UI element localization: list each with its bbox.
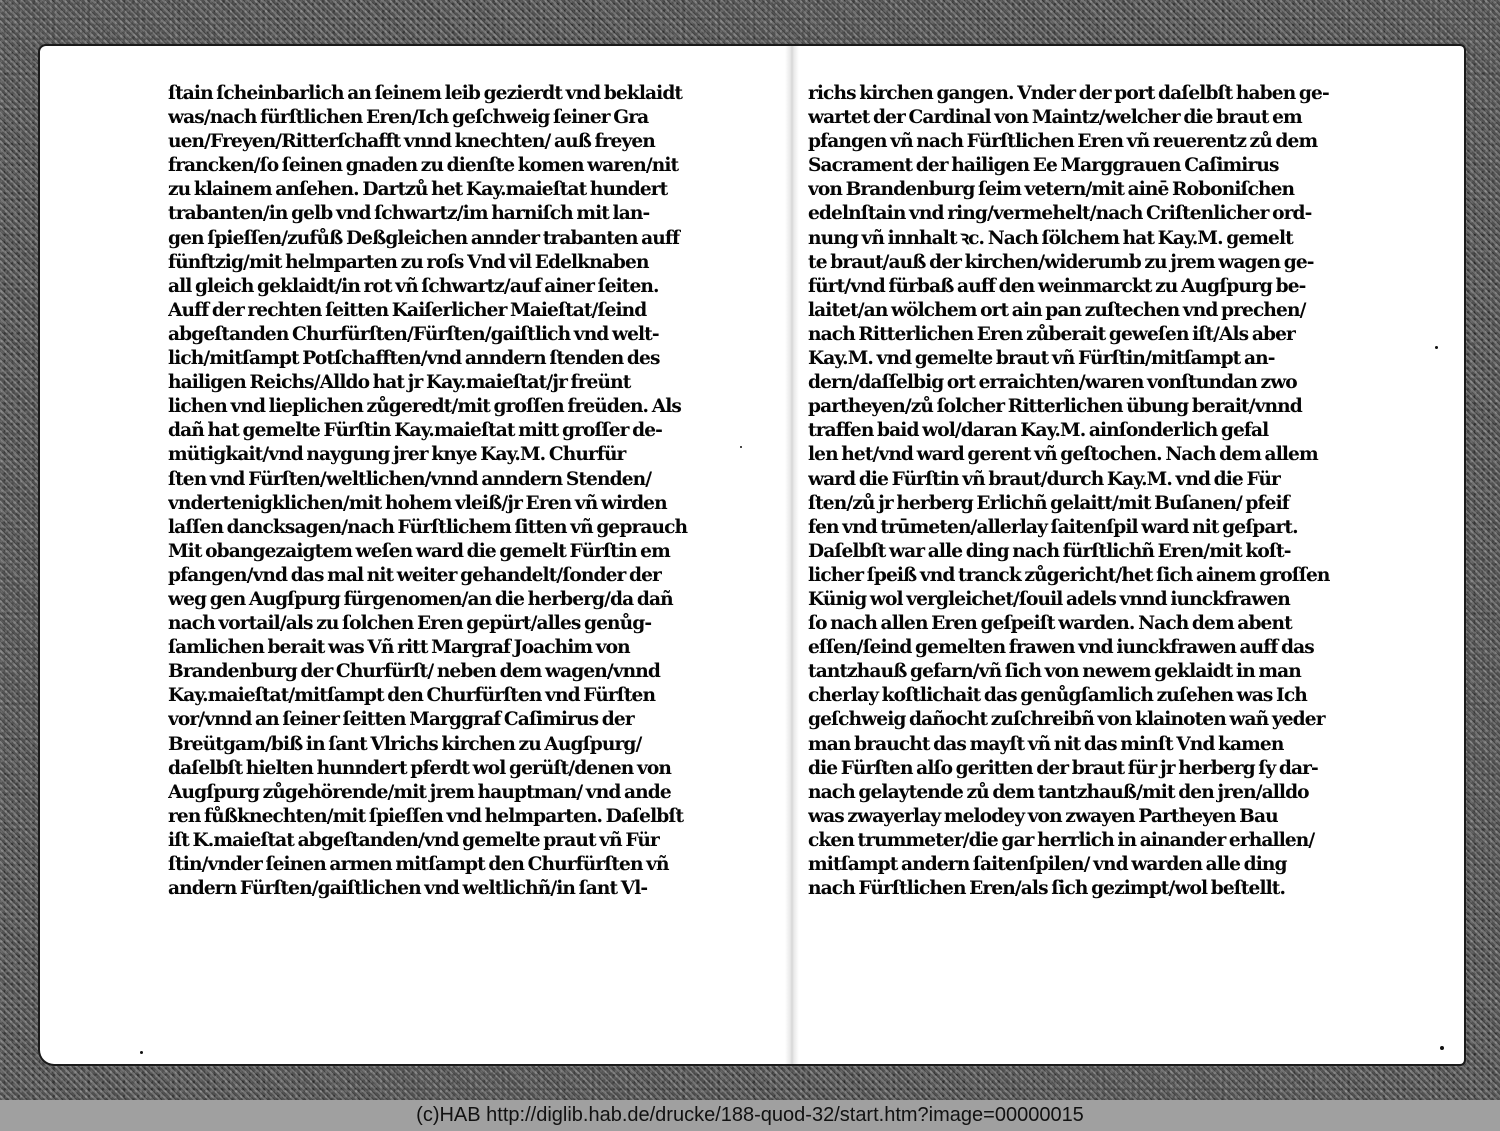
text-line: te braut/auß der kirchen/widerumb zu jrem wagen ge- bbox=[808, 251, 1314, 273]
text-line: von Brandenburg ſeim vetern/mit ainē Roboniſchen bbox=[808, 179, 1295, 201]
right-page-text bbox=[808, 82, 1338, 901]
text-line: traffen baid wol/daran Kay.M. ainſonderlich gefal bbox=[808, 420, 1269, 442]
text-line: cken trummeter/die gar herrlich in ainander erhallen/ bbox=[808, 829, 1315, 851]
text-line: pfangen/vnd das mal nit weiter gehandelt/ſonder der bbox=[168, 564, 661, 586]
text-line: nach vortail/als zu ſolchen Eren gepürt/alles genůg- bbox=[168, 613, 652, 635]
text-line: nung vñ innhalt ꝛc. Nach ſölchem hat Kay.M. gemelt bbox=[808, 227, 1293, 249]
text-line: Kay.maieſtat/mitſampt den Churfürſten vnd Fürſten bbox=[168, 685, 656, 707]
text-line: iſt K.maieſtat abgeſtanden/vnd gemelte praut vñ Für bbox=[168, 829, 659, 851]
text-line: ſamlichen berait was Vñ ritt Margraf Joachim von bbox=[168, 637, 630, 659]
text-line: fen vnd trūmeten/allerlay ſaitenſpil ward nit geſpart. bbox=[808, 516, 1298, 538]
text-line: fürt/vnd fürbaß auff den weinmarckt zu Augſpurg be- bbox=[808, 275, 1306, 297]
text-line: Daſelbſt war alle ding nach fürſtlichñ Eren/mit koſt- bbox=[808, 540, 1291, 562]
footer-bar bbox=[0, 1100, 1500, 1131]
text-line: cherlay koſtlichait das genůgſamlich zuſehen was Ich bbox=[808, 685, 1307, 707]
text-line: licher ſpeiß vnd tranck zůgericht/het ſich ainem groſſen bbox=[808, 564, 1330, 586]
text-line: francken/ſo ſeinen gnaden zu dienſte komen waren/nit bbox=[168, 155, 679, 177]
book-spread bbox=[40, 46, 1464, 1064]
text-line: andern Fürſten/gaiſtlichen vnd weltlichñ/in ſant Vl- bbox=[168, 878, 648, 900]
text-line: abgeſtanden Churfürſten/Fürſten/gaiſtlich vnd welt- bbox=[168, 323, 659, 345]
text-line: fünftzig/mit helmparten zu roſs Vnd vil Edelknaben bbox=[168, 251, 649, 273]
text-line: vndertenigklichen/mit hohem vleiß/jr Eren vñ wirden bbox=[168, 492, 667, 514]
text-line: gen ſpieſſen/zufůß Deßgleichen annder trabanten auff bbox=[168, 227, 680, 249]
text-line: vor/vnnd an ſeiner ſeitten Marggraf Caſimirus der bbox=[168, 709, 634, 731]
text-line: ſtin/vnder ſeinen armen mitſampt den Churfürſten vñ bbox=[168, 854, 669, 875]
text-line: Sacrament der hailigen Ee Marggrauen Caſimirus bbox=[808, 155, 1279, 177]
text-line: was zwayerlay melodey von zwayen Partheyen Bau bbox=[808, 805, 1278, 827]
text-line: nach gelaytende zů dem tantzhauß/mit den jren/alldo bbox=[808, 781, 1309, 803]
text-line: Künig wol vergleichet/ſouil adels vnnd iunckfrawen bbox=[808, 588, 1290, 610]
text-line: edelnſtain vnd ring/vermehelt/nach Criſtenlicher ord- bbox=[808, 203, 1312, 225]
text-line: Brandenburg der Churfürſt/ neben dem wagen/vnnd bbox=[168, 661, 661, 683]
ink-speck bbox=[740, 446, 742, 448]
text-line: ſo nach allen Eren geſpeiſt warden. Nach dem abent bbox=[808, 613, 1292, 635]
text-line: dañ hat gemelte Fürſtin Kay.maieſtat mitt groſſer de- bbox=[168, 420, 662, 442]
text-line: hailigen Reichs/Alldo hat jr Kay.maieſtat/jr freünt bbox=[168, 372, 631, 394]
text-line: geſchweig dañocht zuſchreibñ von klainoten wañ yeder bbox=[808, 709, 1325, 731]
text-line: wartet der Cardinal von Maintz/welcher die braut em bbox=[808, 107, 1302, 129]
text-line: lich/mitſampt Potſchafften/vnd anndern ſtenden des bbox=[168, 348, 660, 370]
text-line: tantzhauß gefarn/vñ ſich von newem geklaidt in man bbox=[808, 661, 1301, 683]
text-line: dern/daſſelbig ort erraichten/waren vonſtundan zwo bbox=[808, 372, 1297, 394]
ink-speck bbox=[1435, 346, 1438, 349]
text-line: weg gen Augſpurg fürgenomen/an die herberg/da dañ bbox=[168, 588, 673, 610]
text-line: eſſen/ſeind gemelten frawen vnd iunckfrawen auff das bbox=[808, 637, 1314, 659]
text-line: man braucht das mayſt vñ nit das minſt Vnd kamen bbox=[808, 733, 1284, 755]
text-line: mitſampt andern ſaitenſpilen/ vnd warden alle ding bbox=[808, 854, 1287, 875]
text-line: die Fürſten alſo geritten der braut für jr herberg ſy dar- bbox=[808, 757, 1318, 779]
text-line: ren fůßknechten/mit ſpieſſen vnd helmparten. Daſelbſt bbox=[168, 805, 684, 827]
text-line: Breütgam/biß in ſant Vlrichs kirchen zu Augſpurg/ bbox=[168, 733, 642, 755]
text-line: Mit obangezaigtem weſen ward die gemelt Fürſtin em bbox=[168, 540, 670, 562]
text-line: ſtain ſcheinbarlich an ſeinem leib gezierdt vnd beklaidt bbox=[168, 83, 683, 104]
text-line: zu klainem anſehen. Dartzů het Kay.maieſtat hundert bbox=[168, 179, 668, 201]
text-line: ſten vnd Fürſten/weltlichen/vnnd anndern Stenden/ bbox=[168, 468, 652, 490]
text-line: all gleich geklaidt/in rot vñ ſchwartz/auf ainer ſeiten. bbox=[168, 275, 659, 297]
text-line: Auff der rechten ſeitten Kaiſerlicher Maieſtat/ſeind bbox=[168, 299, 647, 321]
ink-speck bbox=[140, 1051, 143, 1054]
left-page-text bbox=[168, 82, 698, 901]
text-line: Kay.M. vnd gemelte braut vñ Fürſtin/mitſampt an- bbox=[808, 348, 1275, 370]
text-line: Augſpurg zůgehörende/mit jrem hauptman/ vnd ande bbox=[168, 781, 671, 803]
text-line: ward die Fürſtin vñ braut/durch Kay.M. vnd die Für bbox=[808, 468, 1280, 490]
text-line: pfangen vñ nach Fürſtlichen Eren vñ reuerentz zů dem bbox=[808, 131, 1318, 153]
text-line: len het/vnd ward gerent vñ geſtochen. Nach dem allem bbox=[808, 444, 1318, 466]
text-line: daſelbſt hielten hunndert pferdt wol gerüſt/denen von bbox=[168, 757, 672, 779]
text-line: uen/Freyen/Ritterſchafft vnnd knechten/ auß freyen bbox=[168, 131, 655, 153]
text-line: laſſen dancksagen/nach Fürſtlichem ſitten vñ geprauch bbox=[168, 516, 688, 538]
text-line: ſten/zů jr herberg Erlichñ gelaitt/mit Buſanen/ pfeif bbox=[808, 492, 1289, 514]
text-line: nach Ritterlichen Eren zůberait geweſen iſt/Als aber bbox=[808, 323, 1295, 345]
text-line: trabanten/in gelb vnd ſchwartz/im harniſch mit lan- bbox=[168, 203, 650, 225]
text-line: was/nach fürſtlichen Eren/Ich geſchweig ſeiner Gra bbox=[168, 107, 649, 129]
text-line: nach Fürſtlichen Eren/als ſich gezimpt/wol beſtellt. bbox=[808, 878, 1286, 900]
copyright-url: (c)HAB http://diglib.hab.de/drucke/188-quod-32/start.htm?image=00000015 bbox=[416, 1104, 1084, 1126]
book-gutter bbox=[785, 46, 799, 1064]
text-line: richs kirchen gangen. Vnder der port daſelbſt haben ge- bbox=[808, 83, 1329, 104]
ink-speck bbox=[1440, 1046, 1444, 1050]
text-line: mütigkait/vnd naygung jrer knye Kay.M. Churfür bbox=[168, 444, 626, 466]
text-line: lichen vnd lieplichen zůgeredt/mit groſſen freüden. Als bbox=[168, 396, 681, 418]
text-line: partheyen/zů ſolcher Ritterlichen übung berait/vnnd bbox=[808, 396, 1302, 418]
text-line: laitet/an wölchem ort ain pan zuſtechen vnd prechen/ bbox=[808, 299, 1306, 321]
